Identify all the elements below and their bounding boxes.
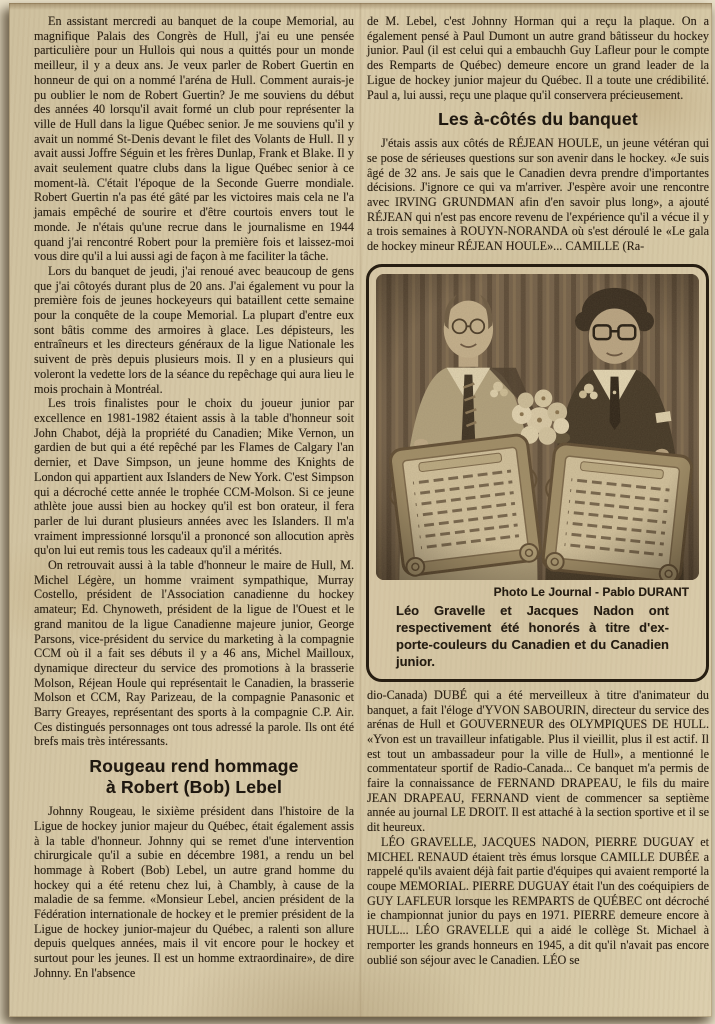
heading-line: Rougeau rend hommage [89,756,299,777]
paragraph: On retrouvait aussi à la table d'honneur le maire de Hull, M. Michel Légère, un homme vraiment sympathique, Murray Costello, président de l'Association canadienne du hockey amateur; Ed. Chynoweth, président de la ligue de l'Ouest et le grand manitou de la ligue Canadienne majeure junior, George Parsons, vice-président du service du marketing à la compagnie CCM où il a fait ses débuts il y a 46 ans, Michel Mailloux, dynamique directeur du service des promotions à la brasserie Molson, Réjean Houle qui représentait le Canadien, la brasserie Molson et CCM, Ray Parizeau, de la compagnie Panasonic et Barry Greayes, représentant des sports à la compagnie C.P. Air. Ces distingués personnages ont tous adressé la parole. Ils ont été brefs mais très intéressants. [34,558,354,749]
heading-line: à Robert (Bob) Lebel [105,777,283,798]
photo-frame [366,264,709,682]
left-column [34,14,354,981]
news-photo [376,274,699,580]
paragraph: Lors du banquet de jeudi, j'ai renoué avec beaucoup de gens que j'ai côtoyés durant plus de 20 ans. J'ai également vu pour la première fois de jeunes hockeyeurs qui bataillent cette semaine pour la conquête de la coupe Memorial. La plupart d'entre eux sont bâtis comme des armoires à glace. Les dépisteurs, les entraîneurs et les directeurs généraux de la ligue Nationale les suivent de près depuis plusieurs mois. Il y en a plusieurs qui voleront la vedette lors de la séance du repêchage qui aura lieu le mois prochain à Montréal. [34,263,354,396]
section-heading-rougeau [34,756,354,798]
paragraph: Johnny Rougeau, le sixième président dans l'histoire de la Ligue de hockey junior majeur du Québec, était également assis à la table d'honneur. Johnny qui se remet d'une intervention chirurgicale qu'il a subie en décembre 1981, a rendu un bel hommage à Robert (Bob) Lebel, un autre grand homme du hockey qui a été retenu chez lui, à Chambly, à cause de la maladie de sa femme. «Monsieur Lebel, ancien président de la Fédération internationale de hockey et le premier président de la Ligue de hockey junior-majeur du Québec, a ralenti son allure depuis quelques années, mais il vit encore pour le hockey et surtout pour les jeunes. Il est un homme extraordinaire», de dire Johnny. En l'absence [34,804,354,980]
paragraph: J'étais assis aux côtés de RÉJEAN HOULE, un jeune vétéran qui se pose de sérieuses questions sur son avenir dans le hockey. «Je suis âgé de 32 ans. Je sais que le Canadien devra prendre d'importantes décisions. J'ignore ce qui va m'arriver. J'espère avoir une rencontre avec IRVING GRUNDMAN afin d'en savoir plus long», a ajouté RÉJEAN qui n'est pas encore revenu de l'expérience qu'il a vécue il y a trois semaines à ROUYN-NORANDA où s'est déroulé le «Le gala de hockey mineur RÉJEAN HOULE»... CAMILLE (Ra- [367,136,709,254]
paragraph: de M. Lebel, c'est Johnny Horman qui a reçu la plaque. On a également pensé à Paul Dumont un autre grand bâtisseur du hockey junior. Paul (il est celui qui a embauchh Guy Lafleur pour le compte des Remparts de Québec) demeure encore un grand leader de la Ligue de hockey junior majeur du Québec. Il a toute une crédibilité. Paul a, lui aussi, reçu une plaque qu'il conservera précieusement. [367,14,709,102]
paragraph: En assistant mercredi au banquet de la coupe Memorial, au magnifique Palais des Congrès de Hull, j'ai eu une pensée particulière pour un Hullois qui nous a quittés pour un monde meilleur, il y a deux ans. Je veux parler de Robert Guertin en honneur de qui on a nommé l'aréna de Hull. Comment aurais-je pu oublier le nom de Robert Guertin? Je me souviens du début des années 40 lorsqu'il avait formé un club pour représenter la ville de Hull dans la ligue Québec senior. Je me souviens qu'il y avait un nommé St-Denis devant le filet des Volants de Hull. Il y avait aussi Joffre Séguin et les frères Dunlap, Frank et Blake. Il y avait seulement quatre clubs dans la ligue Québec senior à ce moment-là. C'était l'époque de la Seconde Guerre mondiale. Robert Guertin n'a pas été gâté par les victoires mais cela ne l'a jamais empêché de sourire et d'être courtois envers tout le monde. Je n'étais qu'une recrue dans le journalisme en 1944 quand j'ai rencontré Robert pour la première fois et laissez-moi vous dire qu'il a lui aussi agi de façon à me faciliter la tâche. [34,14,354,264]
paragraph: dio-Canada) DUBÉ qui a été merveilleux à titre d'animateur du banquet, a fait l'éloge d'YVON SABOURIN, directeur du service des arénas de Hull et GOUVERNEUR des OLYMPIQUES DE HULL. «Yvon est un travailleur infatigable. Plus il vieillit, plus il est actif. Il est tout un ambassadeur pour la ville de Hull», a mentionné le commentateur sportif de Radio-Canada... Ce banquet m'a permis de faire la connaissance de FERNAND DRAPEAU, le fils du maire JEAN DRAPEAU, FERNAND vient de commencer sa septième année au journal LE DROIT. Il est attaché à la section sportive et il se dit heureux. [367,687,709,835]
paragraph: Les trois finalistes pour le choix du joueur junior par excellence en 1981-1982 étaient assis à la table d'honneur soit John Chabot, déjà la propriété du Canadien; Mike Vernon, un gardien de but qui a été repêché par les Flames de Calgary l'an dernier, et Dave Simpson, un jeune homme des Knights de London qui appartient aux Islanders de New York. C'est Simpson qui a décroché cette année le trophée CCM-Molson. Si ce jeune athlète joue aussi bien au hockey qu'il est bon orateur, il fera parler de lui durant plusieurs années avec les Islanders. Il m'a vraiment impressionné lorsqu'il a prononcé son allocution après qu'on lui eut remis tous les cadeaux qu'il a mérités. [34,396,354,558]
right-column [367,14,709,967]
paragraph: LÉO GRAVELLE, JACQUES NADON, PIERRE DUGUAY et MICHEL RENAUD étaient très émus lorsque CAMILLE DUBÉE a rappelé qu'ils avaient déjà fait partie d'équipes qui avaient remporté la coupe MEMORIAL. PIERRE DUGUAY était l'un des coéquipiers de GUY LAFLEUR lorsque les REMPARTS de QUÉBEC ont décroché ie championnat junior du pays en 1971. PIERRE demeure encore à HULL... LÉO GRAVELLE qui a aidé le collège St. Michael à remporter les grands honneurs en 1945, a dit qu'il n'avait pas encore oublié son séjour avec le Canadien. LÉO se [367,834,709,967]
news-photo-illustration [376,274,699,580]
photo-caption: Léo Gravelle et Jacques Nadon ont respectivement été honorés à titre d'ex-porte-couleurs du Canadien et du Canadien junior. [396,602,669,669]
newspaper-clipping [9,3,712,1017]
photo-credit: Photo Le Journal - Pablo DURANT [493,584,689,599]
section-heading-banquet: Les à-côtés du banquet [438,109,638,130]
